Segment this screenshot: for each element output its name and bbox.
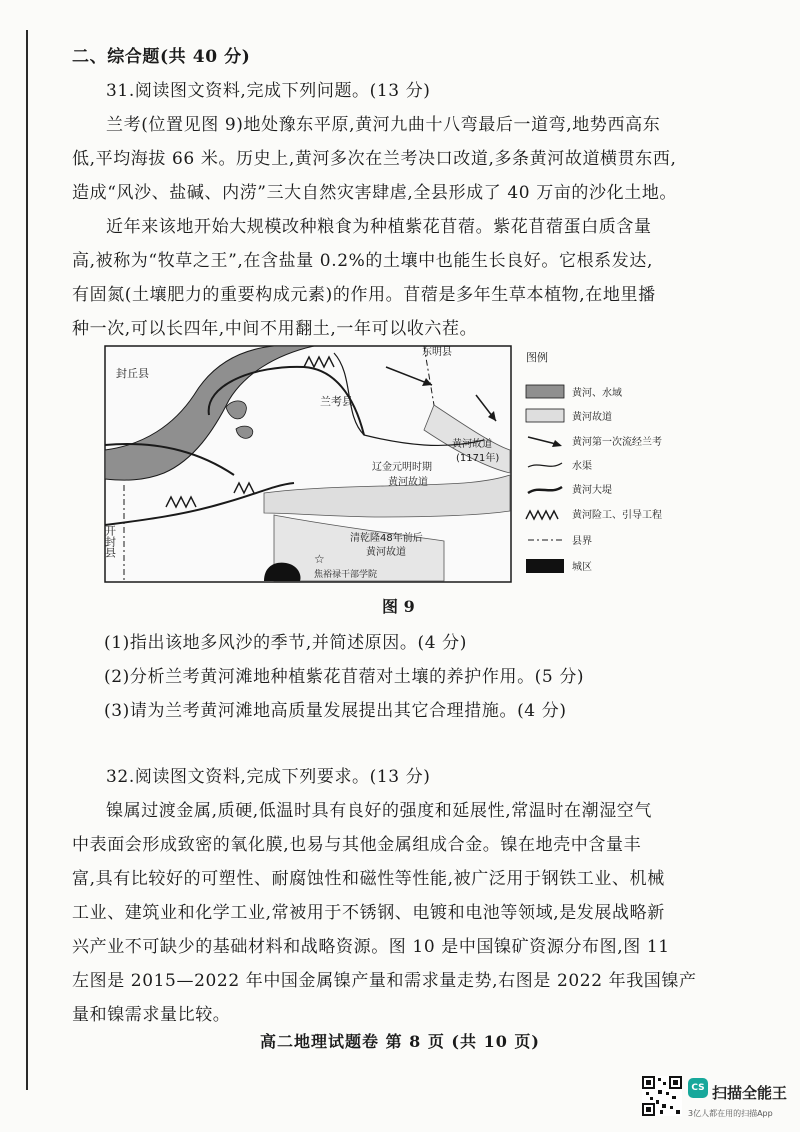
label-kaifeng: 开封县 <box>104 525 117 558</box>
exam-page-top <box>72 40 752 346</box>
q32-para-line: 富,具有比较好的可塑性、耐腐蚀性和磁性等性能,被广泛用于钢铁工业、机械 <box>72 869 665 889</box>
q32-block <box>72 760 752 1032</box>
scanner-app-name: 扫描全能王 <box>712 1084 788 1102</box>
q31-question: (3)请为兰考黄河滩地高质量发展提出其它合理措施。(4 分) <box>104 701 567 721</box>
legend-label: 黄河故道 <box>572 412 612 423</box>
q31-para2-line: 高,被称为“牧草之王”,在含盐量 0.2%的土壤中也能生长良好。它根系发达, <box>72 251 653 271</box>
label-lankao: 兰考县 <box>320 395 353 408</box>
page-left-border <box>26 30 28 1090</box>
label-qianlong: 清乾隆48年前后 <box>350 533 423 544</box>
q31-para2-line: 近年来该地开始大规模改种粮食为种植紫花苜蓿。紫花苜蓿蛋白质含量 <box>106 217 652 237</box>
legend-swatch-levee <box>528 487 562 493</box>
q31-question: (2)分析兰考黄河滩地种植紫花苜蓿对土壤的养护作用。(5 分) <box>104 667 585 687</box>
label-liaojin-course: 黄河故道 <box>388 477 428 488</box>
label-jiaoyulu: 焦裕禄干部学院 <box>314 570 378 580</box>
legend-label: 黄河大堤 <box>572 485 612 496</box>
scanner-watermark <box>642 1074 792 1124</box>
legend-label: 黄河第一次流经兰考 <box>572 437 662 448</box>
scanner-logo-icon: CS <box>688 1078 708 1098</box>
legend-label: 县界 <box>572 536 592 547</box>
q31-para2-line: 种一次,可以长四年,中间不用翻土,一年可以收六茬。 <box>72 319 478 339</box>
legend-swatch-hazard <box>526 511 558 519</box>
legend-swatch-flow-arrow-head <box>552 440 562 447</box>
label-fengqiu: 封丘县 <box>116 367 149 380</box>
legend-label: 黄河险工、引导工程 <box>572 510 662 521</box>
q31-para1-line: 造成“风沙、盐碱、内涝”三大自然灾害肆虐,全县形成了 40 万亩的沙化土地。 <box>72 183 678 203</box>
q31-question: (1)指出该地多风沙的季节,并简述原因。(4 分) <box>104 633 467 653</box>
star-icon: ☆ <box>314 552 325 566</box>
legend-title: 图例 <box>526 351 548 364</box>
figure-caption: 图 9 <box>382 597 415 616</box>
q32-para-line: 中表面会形成致密的氧化膜,也易与其他金属组成合金。镍在地壳中含量丰 <box>72 835 642 855</box>
q31-questions <box>104 626 584 728</box>
scanner-tagline: 3亿人都在用的扫描App <box>688 1109 773 1118</box>
legend-swatch-canal <box>528 463 562 467</box>
legend-label: 城区 <box>572 562 592 573</box>
section-title: 二、综合题(共 40 分) <box>72 47 251 67</box>
q32-para-line: 左图是 2015—2022 年中国金属镍产量和需求量走势,右图是 2022 年我国镍产 <box>72 971 697 991</box>
q32-para-line: 镍属过渡金属,质硬,低温时具有良好的强度和延展性,常温时在潮湿空气 <box>106 801 653 821</box>
legend-swatch-water <box>526 385 564 398</box>
q32-para-line: 兴产业不可缺少的基础材料和战略资源。图 10 是中国镍矿资源分布图,图 11 <box>72 937 670 957</box>
q31-para2-line: 有固氮(土壤肥力的重要构成元素)的作用。苜蓿是多年生草本植物,在地里播 <box>72 285 656 305</box>
q31-para1-line: 低,平均海拔 66 米。历史上,黄河多次在兰考决口改道,多条黄河故道横贯东西, <box>72 149 677 169</box>
label-dongming: 东明县 <box>422 347 452 358</box>
q31-heading: 31.阅读图文资料,完成下列问题。(13 分) <box>106 81 431 101</box>
map-legend <box>526 350 662 573</box>
label-old-course-1171: 黄河故道 <box>452 439 492 450</box>
page-footer: 高二地理试题卷 第 8 页 (共 10 页) <box>260 1032 540 1051</box>
q32-para-line: 量和镍需求量比较。 <box>72 1005 231 1025</box>
legend-swatch-city <box>526 559 564 573</box>
qr-code-icon <box>642 1076 682 1116</box>
q32-heading: 32.阅读图文资料,完成下列要求。(13 分) <box>106 767 431 787</box>
map-svg <box>104 345 692 585</box>
label-qianlong-course: 黄河故道 <box>366 547 406 558</box>
label-liaojin: 辽金元明时期 <box>372 462 432 473</box>
label-old-course-1171-year: (1171年) <box>456 453 500 464</box>
q32-para-line: 工业、建筑业和化学工业,常被用于不锈钢、电镀和电池等领域,是发展战略新 <box>72 903 665 923</box>
legend-label: 黄河、水域 <box>572 388 622 399</box>
legend-label: 水渠 <box>572 461 592 472</box>
figure-9-map <box>104 345 692 585</box>
legend-swatch-old-course <box>526 409 564 422</box>
q31-para1-line: 兰考(位置见图 9)地处豫东平原,黄河九曲十八弯最后一道弯,地势西高东 <box>106 115 661 135</box>
